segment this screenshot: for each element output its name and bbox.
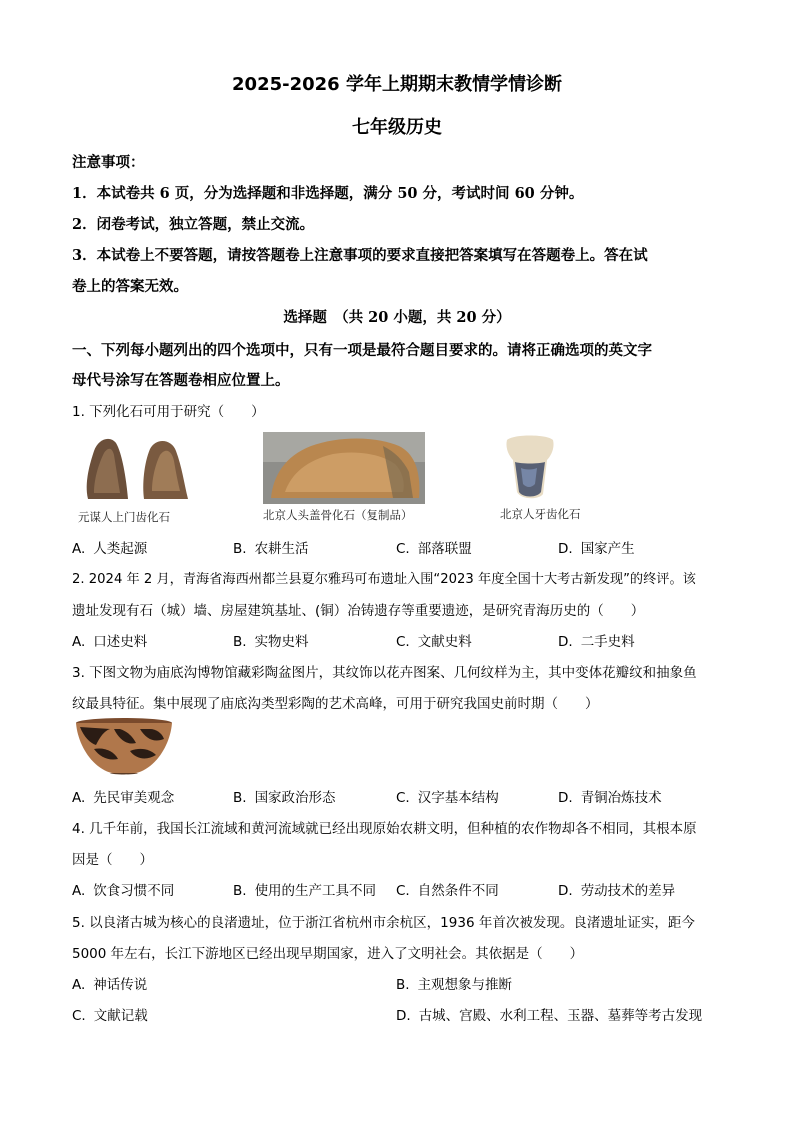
q1-tooth-image	[503, 434, 557, 502]
option-letter: C.	[396, 883, 410, 899]
notice-item-3-cont: 卷上的答案无效。	[72, 278, 188, 295]
option-letter: B.	[233, 634, 247, 650]
q3-option-d[interactable]	[558, 786, 662, 806]
q5-option-d[interactable]	[396, 1004, 702, 1024]
option-text: 主观想象与推断	[417, 977, 513, 993]
q1-caption-2: 北京人头盖骨化石（复制品）	[263, 508, 413, 522]
q5-option-a[interactable]	[72, 973, 147, 993]
option-text: 饮食习惯不同	[93, 883, 175, 899]
q3-option-c[interactable]	[396, 786, 499, 806]
q4-option-a[interactable]	[72, 879, 174, 899]
q3-stem-line1: 3. 下图文物为庙底沟博物馆藏彩陶盆图片，其纹饰以花卉图案、几何纹样为主，其中变体花瓣纹和抽象鱼	[72, 665, 697, 681]
q2-stem-line1: 2. 2024 年 2 月，青海省海西州都兰县夏尔雅玛可布遗址入围“2023 年度全国十大考古新发现”的终评。该	[72, 572, 696, 587]
notice-heading: 注意事项：	[72, 154, 145, 171]
option-letter: C.	[396, 790, 410, 806]
option-letter: D.	[558, 790, 573, 806]
option-text: 文献史料	[417, 634, 472, 650]
option-letter: A.	[72, 541, 86, 557]
option-letter: A.	[72, 883, 86, 899]
section-title: 选择题 （共 20 小题，共 20 分）	[283, 309, 511, 326]
option-text: 劳动技术的差异	[580, 883, 676, 899]
q4-stem-line1: 4. 几千年前，我国长江流域和黄河流域就已经出现原始农耕文明，但种植的农作物却各不相同，其根本原	[72, 821, 697, 837]
q4-option-c[interactable]	[396, 879, 499, 899]
q5-option-b[interactable]	[396, 973, 512, 993]
q1-stem: 1. 下列化石可用于研究（ ）	[72, 404, 265, 420]
option-text: 青铜冶炼技术	[580, 790, 662, 806]
option-text: 农耕生活	[254, 541, 309, 557]
option-text: 国家产生	[580, 541, 635, 557]
option-text: 实物史料	[254, 634, 309, 650]
option-text: 国家政治形态	[254, 790, 336, 806]
q3-stem-line2: 纹最具特征。集中展现了庙底沟类型彩陶的艺术高峰，可用于研究我国史前时期（ ）	[72, 696, 599, 712]
q1-option-a[interactable]	[72, 537, 147, 557]
option-text: 二手史料	[580, 634, 635, 650]
q3-painted-pottery-basin-image	[74, 717, 174, 777]
q1-option-d[interactable]	[558, 537, 635, 557]
q2-option-b[interactable]	[233, 630, 309, 650]
q4-option-d[interactable]	[558, 879, 675, 899]
q2-stem-line2: 遗址发现有石（城）墙、房屋建筑基址、(铜）冶铸遗存等重要遗迹，是研究青海历史的（ ）	[72, 603, 645, 619]
option-letter: A.	[72, 977, 86, 993]
option-letter: D.	[396, 1008, 411, 1024]
option-letter: D.	[558, 541, 573, 557]
q4-option-b[interactable]	[233, 879, 376, 899]
q1-caption-3: 北京人牙齿化石	[500, 507, 581, 521]
option-letter: C.	[72, 1008, 86, 1024]
q1-skullcap-image	[263, 432, 425, 504]
q1-caption-1: 元谋人上门齿化石	[78, 510, 170, 524]
option-letter: B.	[396, 977, 410, 993]
option-text: 汉字基本结构	[417, 790, 499, 806]
q2-option-a[interactable]	[72, 630, 147, 650]
q5-stem-line1: 5. 以良渚古城为核心的良渚遗址，位于浙江省杭州市余杭区，1936 年首次被发现。良渚遗址证实，距今	[72, 915, 695, 931]
q3-option-b[interactable]	[233, 786, 336, 806]
option-text: 文献记载	[93, 1008, 148, 1024]
option-text: 先民审美观念	[93, 790, 175, 806]
q3-option-a[interactable]	[72, 786, 174, 806]
option-letter: B.	[233, 790, 247, 806]
q1-option-b[interactable]	[233, 537, 309, 557]
option-text: 人类起源	[93, 541, 148, 557]
option-text: 自然条件不同	[417, 883, 499, 899]
option-letter: B.	[233, 541, 247, 557]
option-text: 古城、宫殿、水利工程、玉器、墓葬等考古发现	[418, 1008, 703, 1024]
option-text: 神话传说	[93, 977, 148, 993]
section-instruction-1: 一、下列每小题列出的四个选项中，只有一项是最符合题目要求的。请将正确选项的英文字	[72, 342, 652, 359]
q5-option-c[interactable]	[72, 1004, 148, 1024]
option-letter: D.	[558, 634, 573, 650]
option-letter: C.	[396, 541, 410, 557]
notice-item-1: 1．本试卷共 6 页，分为选择题和非选择题，满分 50 分，考试时间 60 分钟。	[72, 185, 584, 202]
q1-option-c[interactable]	[396, 537, 472, 557]
option-text: 使用的生产工具不同	[254, 883, 377, 899]
exam-subtitle: 七年级历史	[352, 117, 442, 138]
q1-fossil-incisor-image	[80, 433, 192, 505]
option-text: 口述史料	[93, 634, 148, 650]
q2-option-d[interactable]	[558, 630, 635, 650]
q4-stem-line2: 因是（ ）	[72, 852, 153, 868]
option-letter: A.	[72, 790, 86, 806]
q5-stem-line2: 5000 年左右，长江下游地区已经出现早期国家，进入了文明社会。其依据是（ ）	[72, 946, 584, 962]
option-text: 部落联盟	[417, 541, 472, 557]
option-letter: B.	[233, 883, 247, 899]
option-letter: D.	[558, 883, 573, 899]
option-letter: A.	[72, 634, 86, 650]
q2-option-c[interactable]	[396, 630, 472, 650]
exam-title: 2025-2026 学年上期期末教情学情诊断	[232, 74, 562, 95]
notice-item-2: 2．闭卷考试，独立答题，禁止交流。	[72, 216, 315, 233]
notice-item-3: 3．本试卷上不要答题，请按答题卷上注意事项的要求直接把答案填写在答题卷上。答在试	[72, 247, 648, 264]
option-letter: C.	[396, 634, 410, 650]
section-instruction-2: 母代号涂写在答题卷相应位置上。	[72, 372, 290, 389]
